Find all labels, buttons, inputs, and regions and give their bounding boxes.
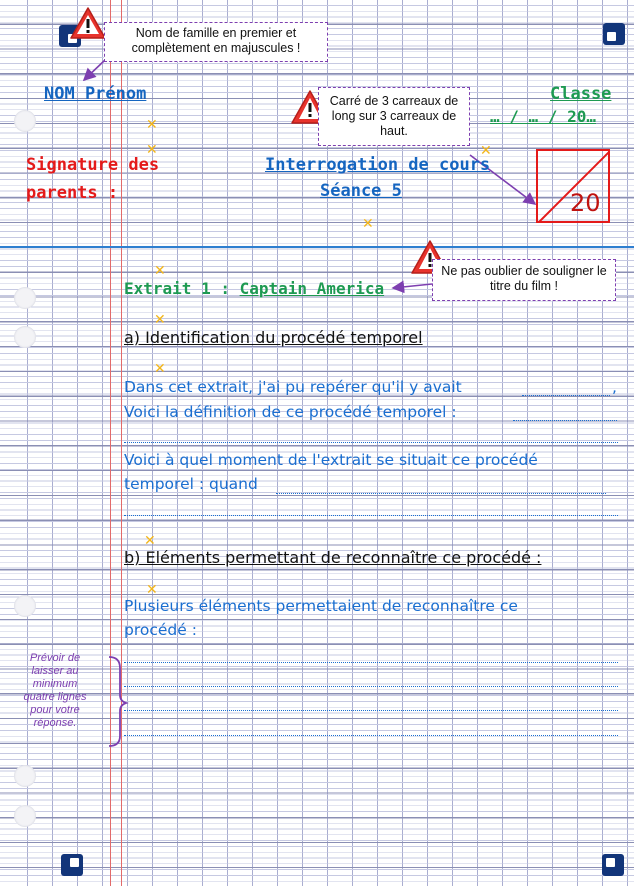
answer-line: Voici à quel moment de l'extrait se situait ce procédé xyxy=(124,451,538,469)
marker-star-icon: ✕ xyxy=(154,312,166,328)
marker-star-icon: ✕ xyxy=(144,533,156,549)
answer-length-note: Prévoir de laisser au minimum quatre lignes pour votre réponse. xyxy=(23,652,87,729)
page-title: Interrogation de cours xyxy=(265,155,491,175)
warning-icon xyxy=(69,6,107,40)
answer-dotted-line xyxy=(124,441,618,443)
extract-number: Extrait 1 : xyxy=(124,279,230,298)
film-title: Captain America xyxy=(239,279,385,298)
grade-fraction-line: … / … / 20… xyxy=(490,107,596,126)
answer-line: Voici la définition de ce procédé temporel : xyxy=(124,403,457,421)
answer-line: Dans cet extrait, j'ai pu repérer qu'il y avait xyxy=(124,378,462,396)
marker-star-icon: ✕ xyxy=(154,361,166,377)
answer-dotted-line xyxy=(124,709,618,711)
answer-dotted-line xyxy=(513,419,617,421)
answer-dotted-line xyxy=(124,685,618,687)
section-a-heading: a) Identification du procédé temporel xyxy=(124,328,423,347)
answer-dotted-line xyxy=(276,492,606,494)
title-instruction-note: Ne pas oublier de souligner le titre du film ! xyxy=(432,259,616,301)
section-b-heading: b) Eléments permettant de reconnaître ce procédé : xyxy=(124,548,542,567)
answer-line: Plusieurs éléments permettaient de reconnaître ce xyxy=(124,597,518,615)
answer-line: procédé : xyxy=(124,621,197,639)
marker-star-icon: ✕ xyxy=(146,582,158,598)
parents-signature-label: parents : xyxy=(26,183,119,203)
marker-star-icon: ✕ xyxy=(146,142,158,158)
square-instruction-note: Carré de 3 carreaux de long sur 3 carreaux de haut. xyxy=(318,87,470,146)
marker-star-icon: ✕ xyxy=(362,216,374,232)
marker-star-icon: ✕ xyxy=(480,143,492,159)
answer-dotted-line xyxy=(124,734,618,736)
session-subtitle: Séance 5 xyxy=(320,181,402,201)
answer-line-end: , xyxy=(612,378,617,396)
student-name-field: NOM Prénom xyxy=(44,84,147,104)
answer-dotted-line xyxy=(522,394,610,396)
parents-signature-label: Signature des xyxy=(26,155,160,175)
marker-star-icon: ✕ xyxy=(154,263,166,279)
score-box xyxy=(536,149,610,223)
marker-star-icon: ✕ xyxy=(146,117,158,133)
class-label: Classe xyxy=(550,84,612,104)
name-instruction-note: Nom de famille en premier et complètement en majuscules ! xyxy=(104,22,328,62)
answer-dotted-line xyxy=(124,514,618,516)
answer-line: temporel : quand xyxy=(124,475,258,493)
extract-label xyxy=(124,279,384,298)
score-total: 20 xyxy=(570,189,601,217)
answer-dotted-line xyxy=(124,661,618,663)
